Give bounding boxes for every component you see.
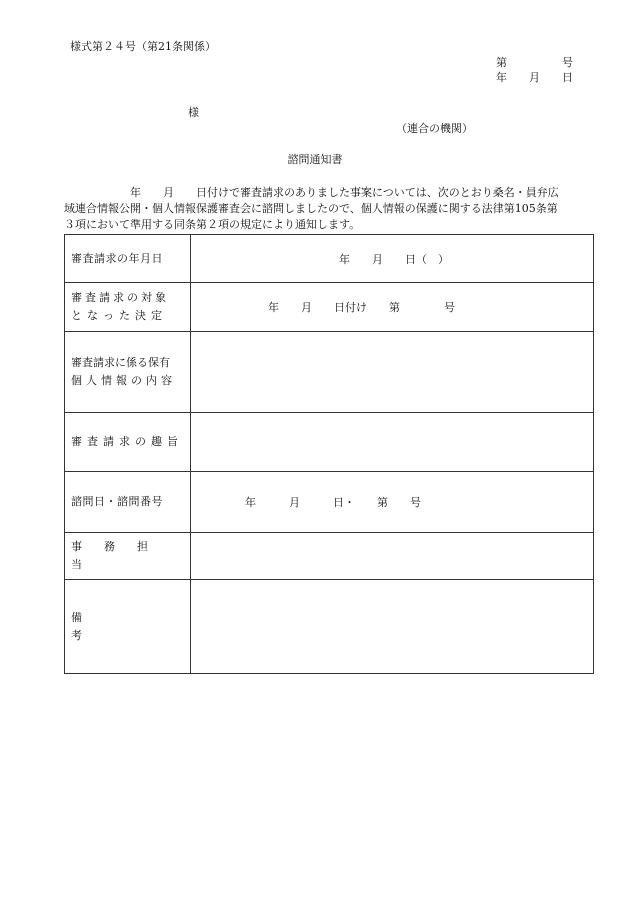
table-row xyxy=(65,413,594,472)
addressee: 様 xyxy=(188,106,199,119)
row-value xyxy=(191,413,594,472)
row-value xyxy=(191,580,594,674)
label-line: となった決定 xyxy=(71,309,167,322)
value-text: 年 月 日・ 第 号 xyxy=(245,496,421,509)
label-line: 個人情報の内容 xyxy=(71,374,176,387)
row-value xyxy=(191,332,594,413)
value-text: 年 月 日付け 第 号 xyxy=(268,301,455,314)
row-label xyxy=(65,533,191,580)
body-text xyxy=(64,185,610,233)
row-label xyxy=(65,472,191,533)
body-line: ３項において準用する同条第２項の規定により通知します。 xyxy=(64,218,361,231)
table-row xyxy=(65,235,594,283)
row-value xyxy=(191,472,594,533)
form-number: 様式第２４号（第21条関係） xyxy=(70,40,216,53)
table-row xyxy=(65,580,594,674)
sender: （連合の機関） xyxy=(396,122,473,135)
label-line: 審査請求の趣旨 xyxy=(71,435,183,448)
label-line: 審査請求の年月日 xyxy=(71,251,163,265)
label-line: 審査請求の対象 xyxy=(71,291,169,304)
notification-table xyxy=(64,234,594,674)
row-label xyxy=(65,283,191,332)
body-line: 域連合情報公開・個人情報保護審査会に諮問しましたので、個人情報の保護に関する法律第105条第 xyxy=(64,202,558,215)
document-date: 年 月 日 xyxy=(496,71,573,84)
row-label xyxy=(65,413,191,472)
label-line: 備考 xyxy=(71,610,164,642)
table-row xyxy=(65,533,594,580)
document-title: 諮問通知書 xyxy=(287,153,343,166)
row-value xyxy=(191,533,594,580)
table-row xyxy=(65,472,594,533)
row-label xyxy=(65,235,191,283)
table-row xyxy=(65,283,594,332)
row-label xyxy=(65,332,191,413)
label-line: 諮問日・諮問番号 xyxy=(71,495,163,508)
value-text: 年 月 日（ ） xyxy=(339,252,449,266)
label-line: 審査請求に係る保有 xyxy=(71,356,170,369)
body-line: 年 月 日付けで審査請求のありました事案については、次のとおり桑名・員弁広 xyxy=(64,186,559,199)
document-number: 第 号 xyxy=(496,56,573,69)
row-value xyxy=(191,235,594,283)
label-line: 事務担当 xyxy=(71,540,170,571)
row-label xyxy=(65,580,191,674)
row-value xyxy=(191,283,594,332)
table-row xyxy=(65,332,594,413)
